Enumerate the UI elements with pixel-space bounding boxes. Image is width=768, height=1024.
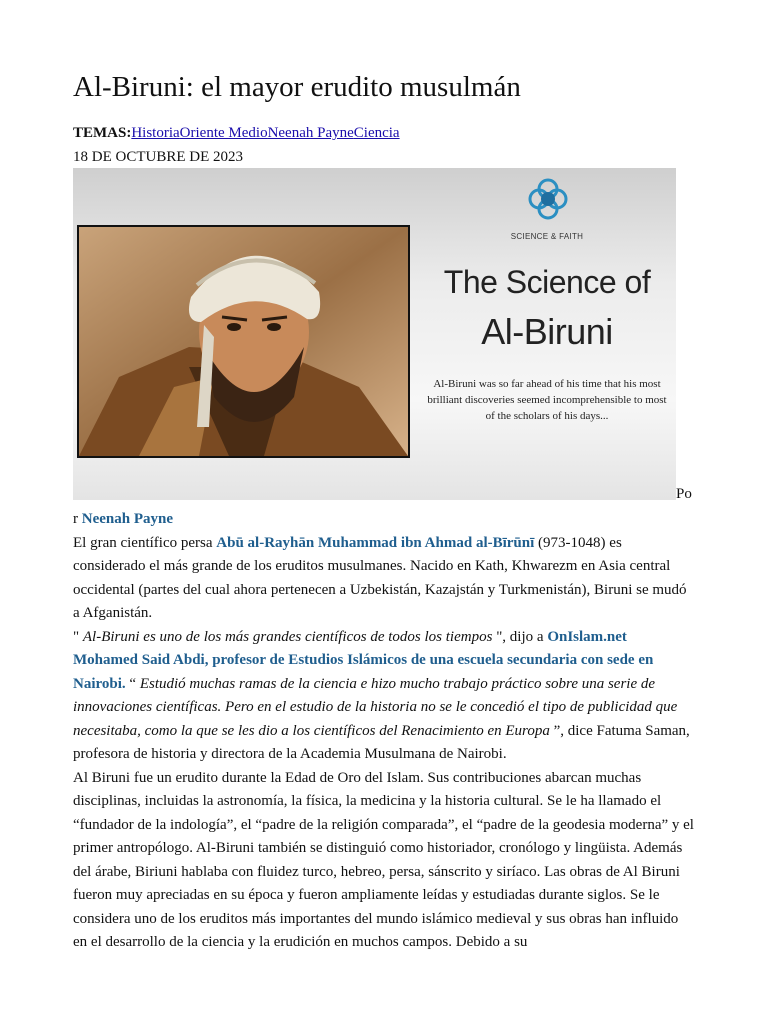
onislam-link[interactable]: OnIslam.net: [547, 628, 627, 645]
al-biruni-name-link[interactable]: Abū al-Rayhān Muhammad ibn Ahmad al-Bīrūnī: [216, 534, 535, 551]
hero-quote: Al-Biruni was so far ahead of his time that his most brilliant discoveries seemed incomprehensible to most of the scholars of his days...: [427, 378, 667, 422]
topic-link-neenah-payne[interactable]: Neenah Payne: [267, 125, 354, 141]
logo-text: SCIENCE & FAITH: [510, 232, 584, 241]
science-and-faith-logo-icon: [525, 176, 571, 222]
hero-image: [73, 168, 676, 500]
paragraph-1: [73, 532, 695, 626]
byline-prefix-r: r: [73, 511, 78, 527]
hero-title-line2: Al-Biruni: [481, 311, 613, 352]
p2-quote2-close: ”, dice Fatuma Saman, profesora de historia y directora de la Academia Musulmana de Nairobi.: [73, 722, 690, 762]
topic-link-historia[interactable]: Historia: [131, 125, 180, 141]
portrait-illustration: [79, 227, 408, 456]
article-body: [73, 508, 695, 955]
p1-text-b: (973-1048) es considerado el más grande de los eruditos musulmanes. Nacido en Kath, Khwarezm en Asia central occidental (partes del cual ahora pertenecen a Uzbekistán, Kazajstán y Turkmenistán), Biruni se mudó a Afganistán.: [73, 534, 687, 621]
p2-quote2-open: “: [125, 675, 140, 692]
publish-date: 18 DE OCTUBRE DE 2023: [73, 149, 243, 165]
p2-quote-open: ": [73, 628, 83, 645]
topics-line: [73, 125, 400, 142]
topic-link-oriente-medio[interactable]: Oriente Medio: [179, 125, 268, 141]
p1-text-a: El gran científico persa: [73, 534, 217, 551]
p2-quote-close: ", dijo a: [492, 628, 548, 645]
byline-prefix: Po: [676, 486, 692, 502]
topic-link-ciencia[interactable]: Ciencia: [353, 125, 400, 141]
hero-title-panel: [418, 168, 676, 500]
paragraph-3: Al Biruni fue un erudito durante la Edad de Oro del Islam. Sus contribuciones abarcan muchas disciplinas, incluidas la astronomía, la física, la medicina y la historia cultural. Se le ha llamado el “fundador de la indología”, el “padre de la religión comparada”, el “padre de la geodesia moderna” y el primer antropólogo. Al-Biruni también se distinguió como historiador, cronólogo y lingüista. Además del árabe, Biriuni hablaba con fluidez turco, hebreo, persa, sánscrito y siríaco. Las obras de Al Biruni fueron muy apreciadas en su época y fueron ampliamente leídas y estudiadas durante siglos. Se le considera uno de los eruditos más importantes del mundo islámico medieval y sus obras han influido en el desarrollo de la ciencia y la erudición en muchos campos. Debido a su: [73, 769, 694, 950]
p2-person: Mohamed Said Abdi, profesor de Estudios Islámicos de una escuela secundaria con sede en Nairobi.: [73, 652, 654, 692]
topics-label: TEMAS:: [73, 125, 132, 141]
byline: [73, 508, 695, 532]
paragraph-2: [73, 626, 695, 767]
hero-title-line1: The Science of: [443, 264, 651, 300]
p2-quote-2: Estudió muchas ramas de la ciencia e hizo mucho trabajo práctico sobre una serie de innovaciones científicas. Pero en el estudio de la historia no se le concedió el tipo de publicidad que necesitaba, como la que se les dio a los científicos del Renacimiento en Europa: [73, 675, 678, 739]
p2-quote-1: Al-Biruni es uno de los más grandes científicos de todos los tiempos: [82, 628, 493, 645]
al-biruni-portrait: [77, 225, 410, 458]
author-link[interactable]: Neenah Payne: [81, 511, 173, 527]
page-title: Al-Biruni: el mayor erudito musulmán: [73, 71, 521, 103]
